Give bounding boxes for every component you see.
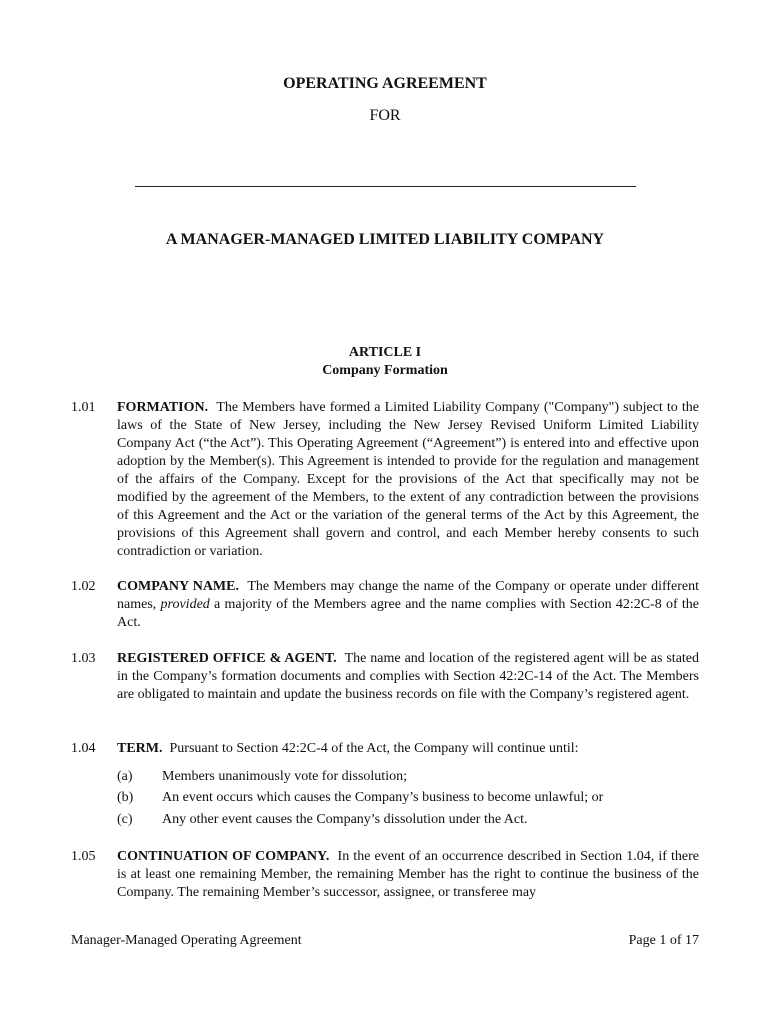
section-1-03: [71, 650, 699, 704]
section-number: 1.04: [71, 741, 96, 756]
list-item-label: (c): [117, 812, 133, 827]
article-number: ARTICLE I: [348, 345, 422, 360]
section-body: [117, 740, 699, 758]
section-body: [117, 650, 699, 704]
section-number: 1.03: [71, 651, 96, 666]
section-heading: TERM.: [117, 741, 163, 756]
section-1-05: [71, 848, 699, 902]
list-item-b: [117, 789, 699, 807]
section-heading: CONTINUATION OF COMPANY.: [117, 849, 330, 864]
section-emphasis: provided: [160, 597, 210, 612]
footer-document-name: Manager-Managed Operating Agreement: [71, 933, 302, 948]
list-item-label: (b): [117, 790, 134, 805]
section-1-01: [71, 399, 699, 561]
section-1-04: [71, 740, 699, 758]
section-body: [117, 578, 699, 632]
section-body: [117, 848, 699, 902]
company-name-blank-line: [135, 186, 636, 187]
section-heading: REGISTERED OFFICE & AGENT.: [117, 651, 337, 666]
footer-page-number: Page 1 of 17: [628, 933, 699, 948]
section-text: The Members may change the name of the Company or operate under different names,: [117, 579, 700, 612]
document-title: OPERATING AGREEMENT: [283, 75, 487, 92]
article-heading: [0, 344, 770, 380]
section-number: 1.01: [71, 400, 96, 415]
section-number: 1.02: [71, 579, 96, 594]
section-heading: COMPANY NAME.: [117, 579, 239, 594]
section-text: Pursuant to Section 42:2C-4 of the Act, the Company will continue until:: [169, 741, 579, 756]
section-text: In the event of an occurrence described in Section 1.04, if there is at least one remaining Member, the remaining Member has the right to continue the business of the Company. The remaining Member’s successor, assignee, or transferee may: [117, 849, 699, 900]
article-name: Company Formation: [322, 363, 448, 378]
document-for: FOR: [369, 107, 401, 124]
list-item-a: [117, 768, 699, 786]
section-text-cont: a majority of the Members agree and the name complies with Section 42:2C-8 of the Act.: [117, 597, 700, 630]
section-body: [117, 399, 699, 561]
section-text: The name and location of the registered agent will be as stated in the Company’s formation documents and complies with Section 42:2C-14 of the Act. The Members are obligated to maintain and update the business records on file with the Company’s registered agent.: [117, 651, 700, 702]
section-heading: FORMATION.: [117, 400, 209, 415]
section-1-02: [71, 578, 699, 632]
list-item-text: Any other event causes the Company’s dissolution under the Act.: [162, 812, 528, 827]
section-number: 1.05: [71, 849, 96, 864]
section-text: The Members have formed a Limited Liability Company ("Company") subject to the laws of the State of New Jersey, including the New Jersey Revised Uniform Limited Liability Company Act (“the Act”). This Operating Agreement (“Agreement”) is entered into and effective upon adoption by the Member(s). This Agreement is intended to provide for the regulation and management of the affairs of the Company. Except for the provisions of the Act that specifically may not be modified by the agreement of the Members, to the extent of any contradiction between the provisions of this Agreement and the Act or the variation of the general terms of the Act by this Agreement, the provisions of this Agreement shall govern and control, and each Member hereby consents to such contradiction or variation.: [117, 400, 700, 559]
list-item-text: An event occurs which causes the Company’s business to become unlawful; or: [162, 790, 604, 805]
list-item-text: Members unanimously vote for dissolution;: [162, 769, 407, 784]
list-item-label: (a): [117, 769, 133, 784]
document-subtitle: A MANAGER-MANAGED LIMITED LIABILITY COMPANY: [165, 231, 605, 248]
list-item-c: [117, 811, 699, 829]
